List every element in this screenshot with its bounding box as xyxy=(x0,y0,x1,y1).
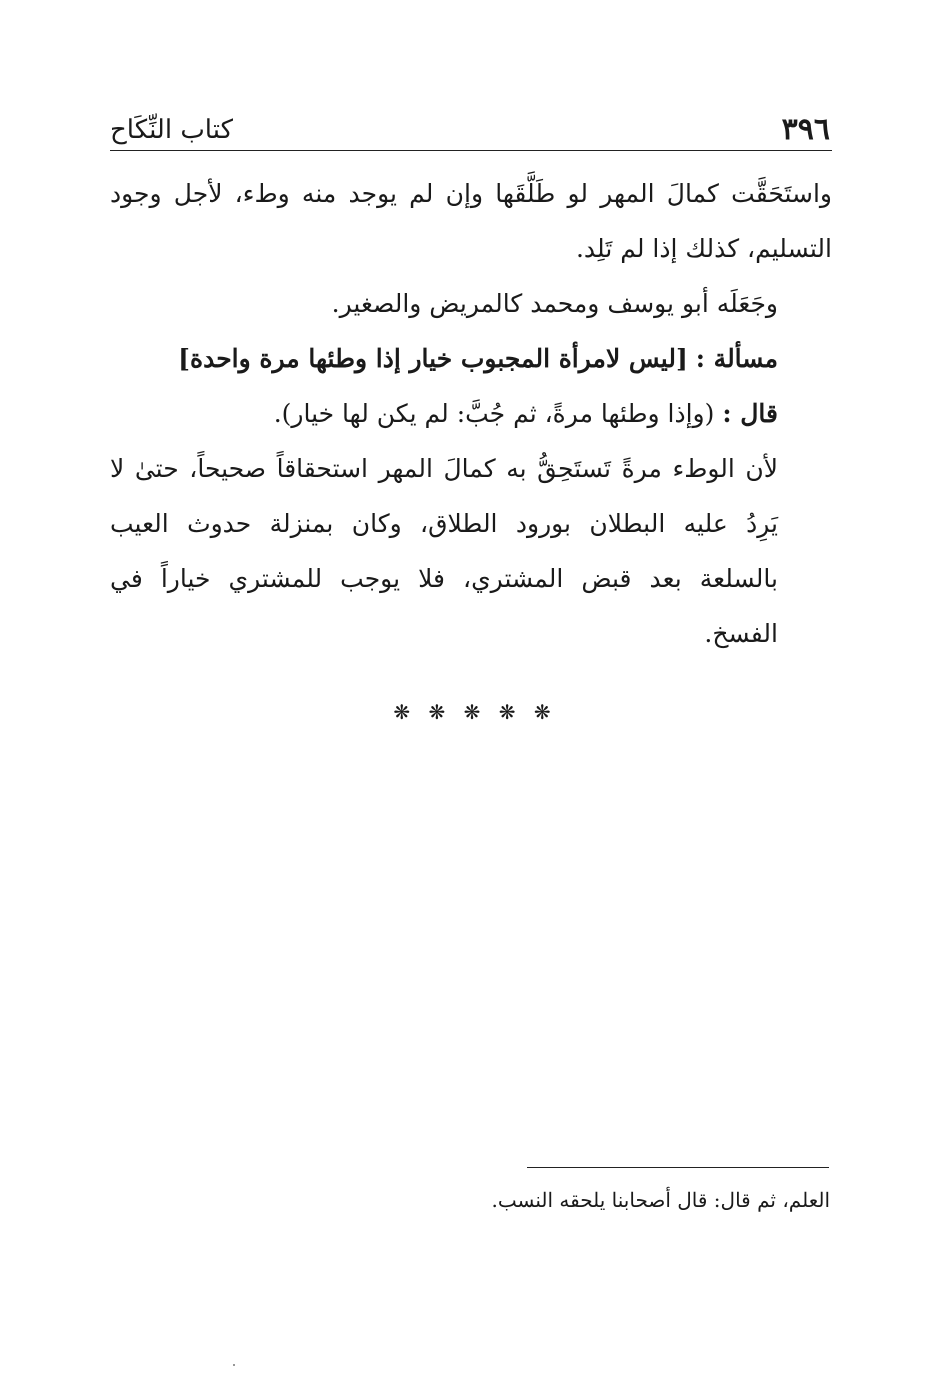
masala-label: مسألة : xyxy=(695,344,778,373)
running-title: كتاب النِّكَاح xyxy=(110,114,233,145)
masala-heading xyxy=(110,331,832,386)
masala-title: [ليس لامرأة المجبوب خيار إذا وطئها مرة واحدة] xyxy=(178,344,688,373)
page-number: ٣٩٦ xyxy=(781,112,830,147)
paragraph-2: وجَعَلَه أبو يوسف ومحمد كالمريض والصغير. xyxy=(331,289,778,318)
scan-speck xyxy=(233,1364,235,1366)
qala-line xyxy=(110,386,832,441)
page-header xyxy=(110,96,830,146)
footnote-text: العلم، ثم قال: قال أصحابنا يلحقه النسب. xyxy=(491,1188,830,1212)
header-divider xyxy=(110,150,832,151)
paragraph-1: واستَحَقَّت كمالَ المهر لو طَلَّقَها وإن لم يوجد منه وطء، لأجل وجود التسليم، كذلك إذا لم تَلِد. xyxy=(110,179,832,263)
main-text xyxy=(110,166,832,661)
footnote-divider xyxy=(527,1167,829,1168)
qala-text: (وإذا وطئها مرةً، ثم جُبَّ: لم يكن لها خيار). xyxy=(273,399,715,428)
section-separator: ❋ ❋ ❋ ❋ ❋ xyxy=(393,700,557,724)
qala-label: قال : xyxy=(722,399,778,428)
paragraph-5: لأن الوطء مرةً تَستَحِقُّ به كمالَ المهر استحقاقاً صحيحاً، حتىٰ لا يَرِدُ عليه البطلان بورود الطلاق، وكان بمنزلة حدوث العيب بالسلعة بعد قبض المشتري، فلا يوجب للمشتري خياراً في الفسخ. xyxy=(110,454,778,648)
